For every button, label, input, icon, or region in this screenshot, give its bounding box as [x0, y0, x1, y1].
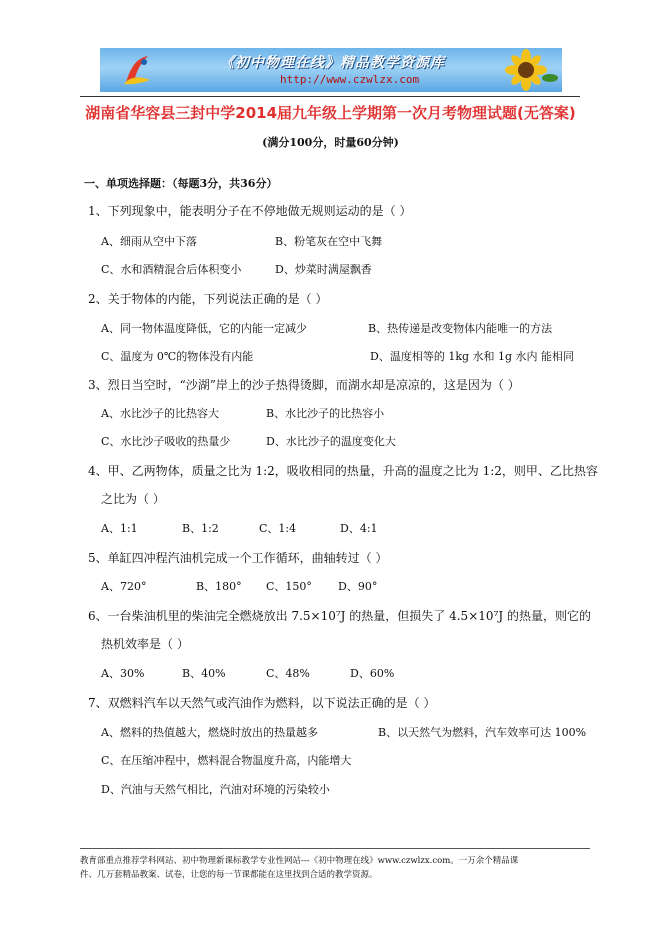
option-7a: A、燃料的热值越大，燃烧时放出的热量越多	[101, 726, 318, 739]
question-3: 3、烈日当空时，“沙湖”岸上的沙子热得烫脚，而湖水却是凉凉的，这是因为（ ）	[88, 378, 520, 392]
option-4b: B、1:2	[182, 522, 219, 535]
option-7b: B、以天然气为燃料，汽车效率可达 100%	[378, 726, 587, 739]
option-7d: D、汽油与天然气相比，汽油对环境的污染较小	[101, 783, 330, 796]
option-4a: A、1:1	[101, 522, 138, 535]
option-3b: B、水比沙子的比热容小	[266, 407, 385, 420]
section-heading: 一、单项选择题：（每题3分，共36分）	[84, 177, 278, 190]
document-title: 湖南省华容县三封中学2014届九年级上学期第一次月考物理试题(无答案)	[85, 104, 576, 122]
option-1d: D、炒菜时满屋飘香	[275, 263, 372, 276]
question-6-continued: 热机效率是（ ）	[101, 637, 189, 651]
footer-line-2: 件、几万套精品教案、试卷，让您的每一节课都能在这里找到合适的教学资源。	[80, 870, 378, 880]
option-5a: A、720°	[101, 580, 147, 593]
option-6d: D、60%	[350, 667, 395, 680]
option-4d: D、4:1	[340, 522, 378, 535]
option-6c: C、48%	[266, 667, 310, 680]
option-1a: A、细雨从空中下落	[101, 235, 197, 248]
option-5d: D、90°	[338, 580, 378, 593]
option-1b: B、粉笔灰在空中飞舞	[275, 235, 383, 248]
option-5b: B、180°	[196, 580, 242, 593]
question-6: 6、一台柴油机里的柴油完全燃烧放出 7.5×10⁷J 的热量，但损失了 4.5×10⁷J 的热量，则它的	[88, 609, 591, 623]
header-rule	[80, 96, 580, 97]
option-7c: C、在压缩冲程中，燃料混合物温度升高，内能增大	[101, 754, 352, 767]
site-logo-icon	[122, 54, 152, 86]
option-3c: C、水比沙子吸收的热量少	[101, 435, 231, 448]
footer	[80, 854, 590, 882]
banner-title: 《初中物理在线》精品教学资源库	[220, 55, 445, 71]
option-2b: B、热传递是改变物体内能唯一的方法	[368, 322, 553, 335]
document-subtitle: (满分100分，时量60分钟)	[262, 136, 399, 149]
header-banner	[100, 48, 562, 92]
question-7: 7、双燃料汽车以天然气或汽油作为燃料，以下说法正确的是（ ）	[88, 696, 436, 710]
footer-rule	[80, 848, 590, 849]
option-6b: B、40%	[182, 667, 226, 680]
sunflower-icon	[486, 48, 558, 92]
question-2: 2、关于物体的内能，下列说法正确的是（ ）	[88, 292, 328, 306]
banner-url[interactable]: http://www.czwlzx.com	[280, 73, 420, 86]
question-1: 1、下列现象中，能表明分子在不停地做无规则运动的是（ ）	[88, 204, 412, 218]
question-4: 4、甲、乙两物体，质量之比为 1:2，吸收相同的热量，升高的温度之比为 1:2，则甲、乙比热容	[88, 464, 598, 478]
option-1c: C、水和酒精混合后体积变小	[101, 263, 242, 276]
question-5: 5、单缸四冲程汽油机完成一个工作循环，曲轴转过（ ）	[88, 551, 388, 565]
option-3d: D、水比沙子的温度变化大	[266, 435, 396, 448]
footer-line-1: 教育部重点推荐学科网站、初中物理新课标教学专业性网站---《初中物理在线》www.czwlzx.com。一万余个精品课	[80, 856, 519, 866]
option-2d: D、温度相等的 1kg 水和 1g 水内 能相同	[370, 350, 575, 363]
option-2a: A、同一物体温度降低，它的内能一定减少	[101, 322, 307, 335]
option-3a: A、水比沙子的比热容大	[101, 407, 219, 420]
option-2c: C、温度为 0℃的物体没有内能	[101, 350, 254, 363]
option-4c: C、1:4	[259, 522, 297, 535]
question-4-continued: 之比为（ ）	[101, 492, 165, 506]
option-6a: A、30%	[101, 667, 145, 680]
option-5c: C、150°	[266, 580, 312, 593]
